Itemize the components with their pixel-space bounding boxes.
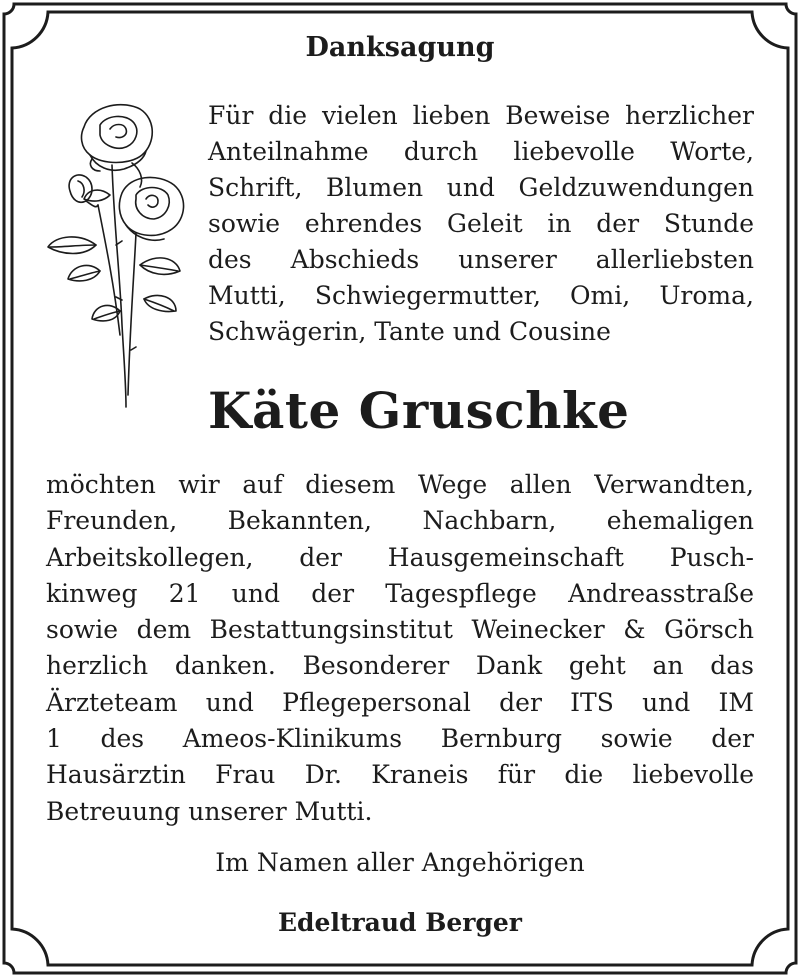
body-line: herzlich danken. Besonderer Dank geht an das: [46, 651, 754, 681]
intro-line: Schrift, Blumen und Geldzuwendungen: [208, 173, 754, 202]
body-line: Hausärztin Frau Dr. Kraneis für die liebevolle: [46, 760, 754, 790]
closing-line: Im Namen aller Angehörigen: [215, 848, 585, 877]
intro-line: des Abschieds unserer allerliebsten: [208, 245, 754, 274]
body-line: möchten wir auf diesem Wege allen Verwandten,: [46, 470, 754, 499]
body-line: Ärzteteam und Pflegepersonal der ITS und IM: [46, 687, 754, 717]
intro-line: sowie ehrendes Geleit in der Stunde: [208, 209, 754, 238]
body-line: 1 des Ameos-Klinikums Bernburg sowie der: [46, 724, 754, 754]
intro-paragraph: [208, 98, 754, 350]
intro-line: Schwägerin, Tante und Cousine: [208, 317, 611, 346]
body-line: Arbeitskollegen, der Hausgemeinschaft Pusch-: [46, 542, 754, 572]
body-line: sowie dem Bestattungsinstitut Weinecker & Görsch: [46, 615, 754, 645]
rose-icon: [40, 95, 190, 413]
deceased-name: Käte Gruschke: [208, 381, 630, 440]
notice-heading: Danksagung: [305, 32, 495, 63]
thanks-paragraph: [46, 467, 754, 830]
body-line: kinweg 21 und der Tagespflege Andreasstraße: [46, 578, 754, 608]
intro-line: Mutti, Schwiegermutter, Omi, Uroma,: [208, 281, 754, 310]
intro-line: Für die vielen lieben Beweise herzlicher: [208, 101, 754, 130]
body-line: Freunden, Bekannten, Nachbarn, ehemaligen: [46, 506, 754, 536]
intro-line: Anteilnahme durch liebevolle Worte,: [208, 137, 754, 166]
body-line: Betreuung unserer Mutti.: [46, 796, 373, 826]
signature: Edeltraud Berger: [278, 908, 522, 937]
